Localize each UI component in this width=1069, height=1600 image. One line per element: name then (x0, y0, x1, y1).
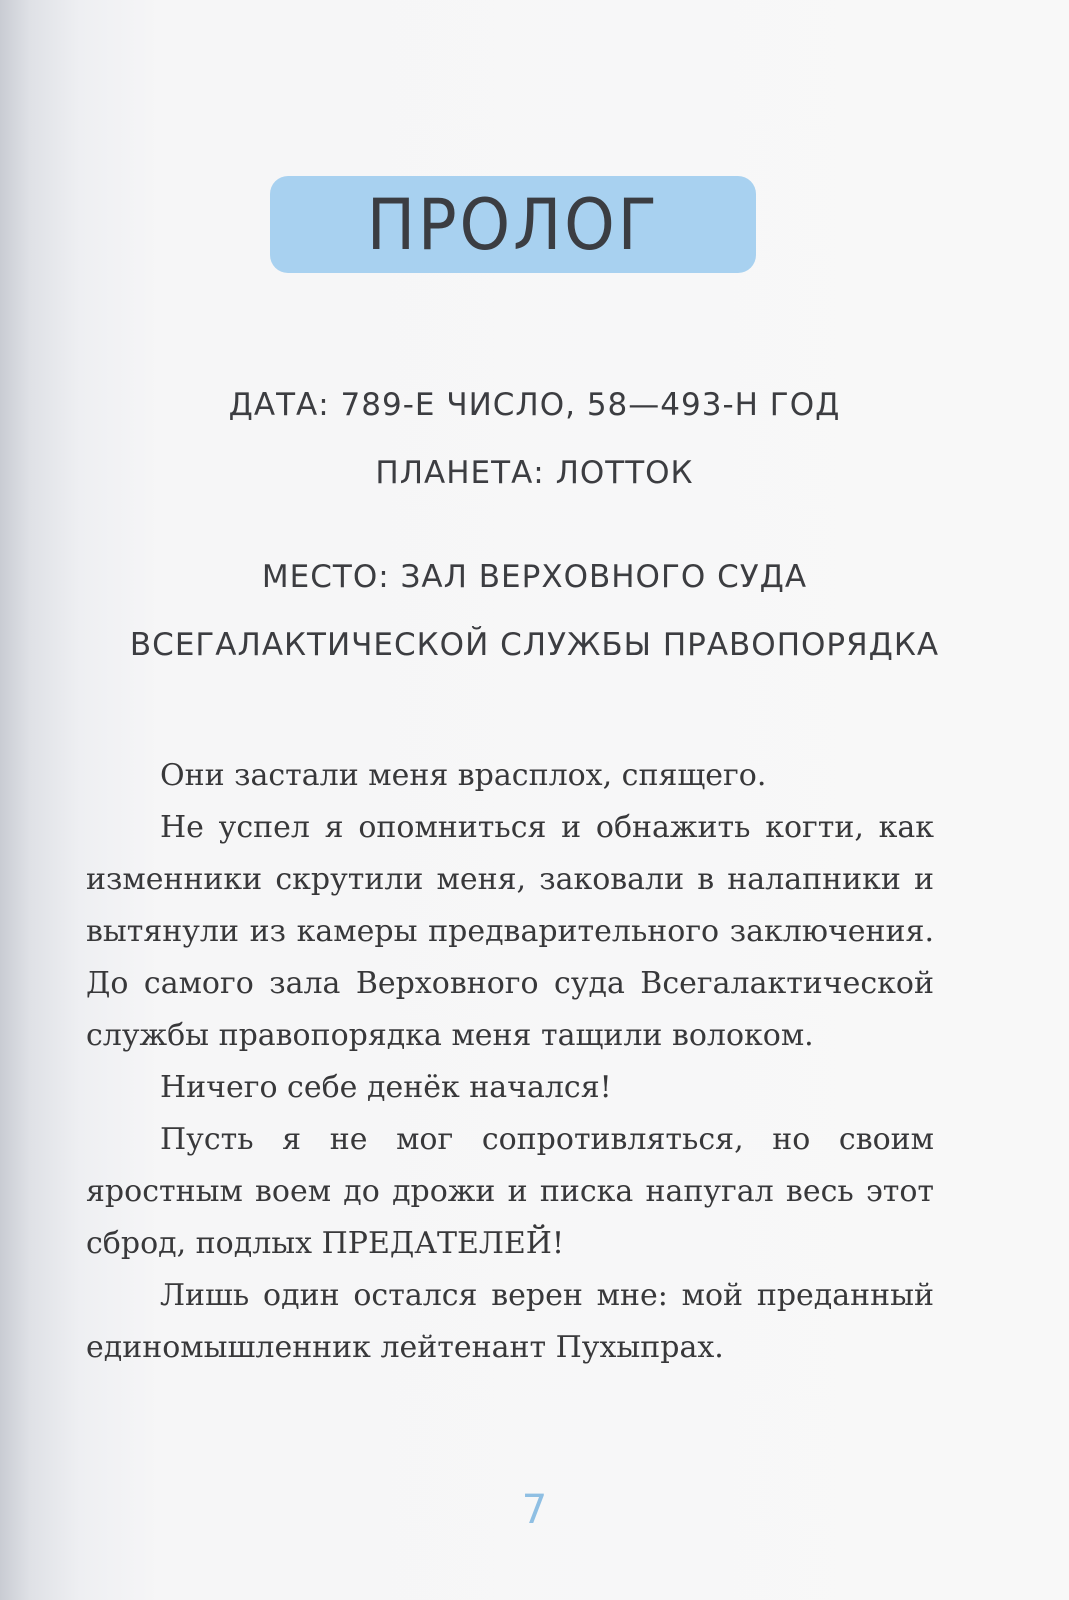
body-text (86, 750, 934, 1374)
page-number: 7 (521, 1487, 548, 1533)
paragraph: Пусть я не мог сопротивляться, но своим яростным воем до дрожи и писка напугал весь этот сброд, подлых ПРЕДАТЕЛЕЙ! (86, 1122, 934, 1261)
paragraph: Не успел я опомниться и обнажить когти, как изменники скрутили меня, заковали в налапники и вытянули из камеры предварительного заключения. До самого зала Верховного суда Всегалактической службы правопорядка меня тащили волоком. (86, 810, 934, 1053)
chapter-title-badge (270, 176, 756, 273)
paragraph: Ничего себе денёк начался! (160, 1070, 612, 1105)
place-line-2: ВСЕГАЛАКТИЧЕСКОЙ СЛУЖБЫ ПРАВОПОРЯДКА (129, 627, 940, 663)
paragraph: Лишь один остался верен мне: мой преданный единомышленник лейтенант Пухыпрах. (86, 1278, 934, 1365)
paragraph: Они застали меня врасплох, спящего. (160, 758, 767, 793)
date-line: ДАТА: 789-Е ЧИСЛО, 58—493-Н ГОД (228, 387, 841, 423)
chapter-title: ПРОЛОГ (366, 183, 660, 266)
place-line-1: МЕСТО: ЗАЛ ВЕРХОВНОГО СУДА (261, 559, 808, 595)
planet-line: ПЛАНЕТА: ЛОТТОК (375, 455, 694, 491)
